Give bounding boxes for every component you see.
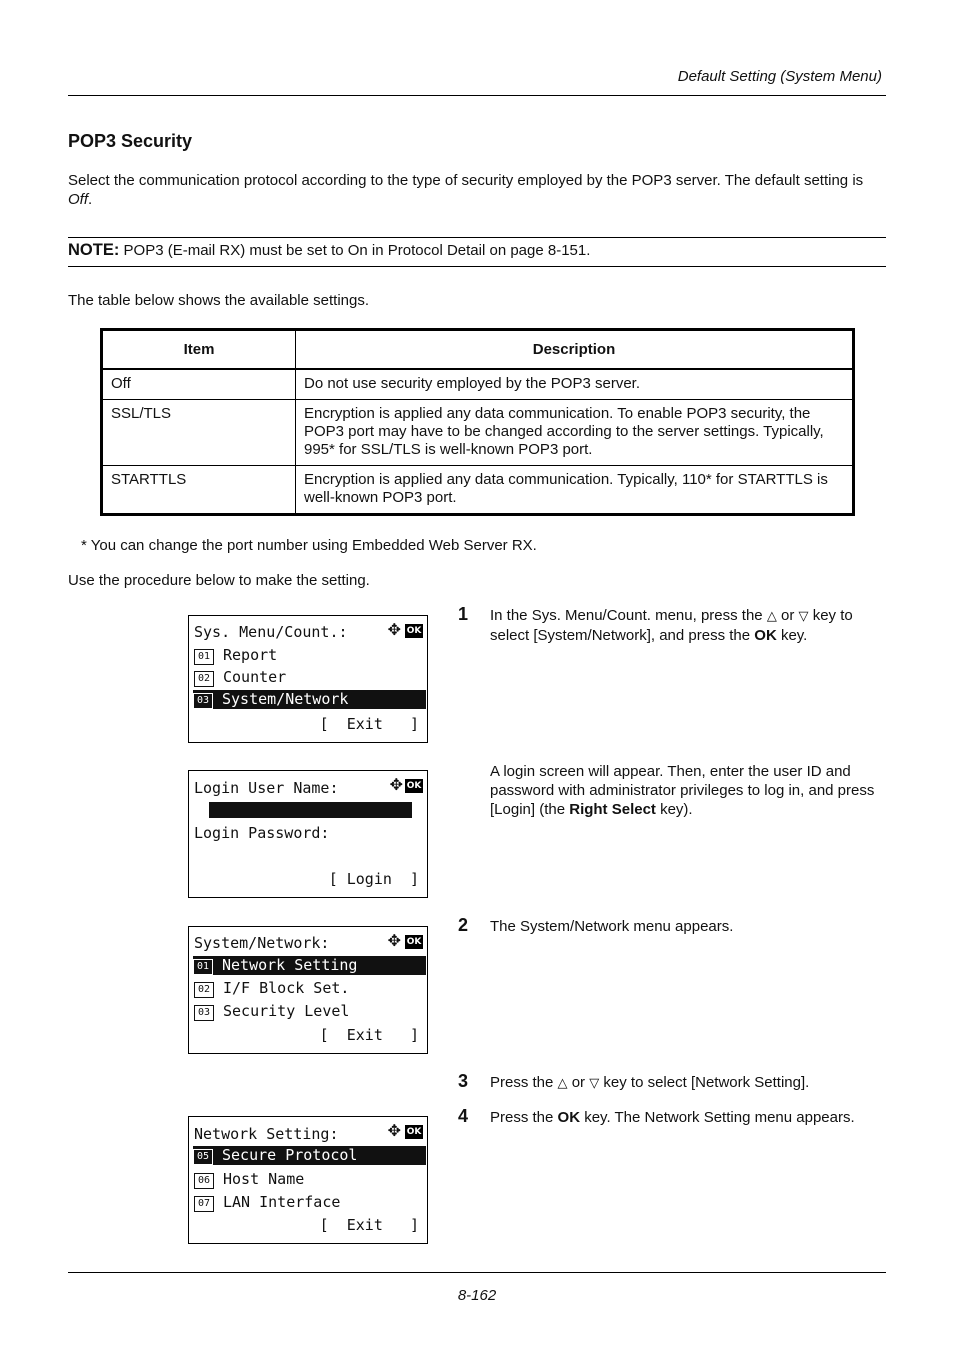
running-header: Default Setting (System Menu)	[677, 68, 882, 85]
step-number: 3	[458, 1071, 469, 1091]
note-bottom-rule	[68, 266, 886, 267]
note-label: NOTE:	[68, 241, 120, 259]
up-triangle-icon: △	[557, 1076, 568, 1091]
settings-table	[100, 328, 855, 516]
lcd-title: Sys. Menu/Count.:	[194, 623, 348, 641]
lcd-sys-menu	[188, 615, 428, 743]
lcd-system-network	[188, 926, 428, 1054]
menu-item: 07 LAN Interface	[194, 1193, 340, 1212]
exit-softkey: [ Exit ]	[319, 1026, 419, 1044]
ok-key-icon: OK	[406, 781, 422, 791]
down-triangle-icon: ▽	[798, 609, 809, 624]
login-user-input	[209, 802, 412, 818]
menu-item: 01 Report	[194, 646, 277, 665]
step-2-text: The System/Network menu appears.	[490, 918, 734, 935]
intro-paragraph: Select the communication protocol according to the type of security employed by the POP3 server. The default setting is Off.	[68, 172, 864, 208]
header-rule	[68, 95, 886, 96]
step-number: 4	[458, 1106, 469, 1126]
page-number: 8-162	[457, 1287, 497, 1304]
default-value: Off	[68, 191, 89, 208]
up-triangle-icon: △	[766, 609, 777, 624]
exit-softkey: [ Exit ]	[319, 1216, 419, 1234]
step-number: 2	[458, 915, 469, 935]
note-top-rule	[68, 237, 886, 238]
row-item: STARTTLS	[102, 466, 296, 515]
right-select-key-label: Right Select	[569, 801, 656, 818]
cross-key-icon: ✥	[387, 931, 401, 950]
exit-softkey: [ Exit ]	[319, 715, 419, 733]
table-header-row	[102, 330, 854, 370]
column-header-description: Description	[296, 330, 854, 370]
step-number: 1	[458, 604, 469, 624]
row-description: Encryption is applied any data communication. To enable POP3 security, the POP3 port may have to be changed according to the server settings. Typically, 995* for SSL/TLS is well-known POP3 port.	[296, 400, 854, 466]
note	[68, 241, 888, 260]
menu-item: 02 I/F Block Set.	[194, 979, 349, 998]
menu-item-selected: 03 System/Network	[193, 690, 426, 709]
table-row	[102, 466, 854, 515]
column-header-item: Item	[102, 330, 296, 370]
login-softkey: [ Login ]	[328, 870, 419, 888]
ok-key-label: OK	[557, 1109, 581, 1126]
row-description: Encryption is applied any data communication. Typically, 110* for STARTTLS is well-known POP3 port.	[296, 466, 854, 515]
section-heading: POP3 Security	[68, 131, 193, 151]
cross-key-icon: ✥	[387, 620, 401, 639]
menu-item-selected: 05 Secure Protocol	[193, 1146, 426, 1165]
down-triangle-icon: ▽	[589, 1076, 600, 1091]
menu-item: 06 Host Name	[194, 1170, 304, 1189]
procedure-intro: Use the procedure below to make the setting.	[68, 572, 370, 589]
row-item: SSL/TLS	[102, 400, 296, 466]
table-row	[102, 369, 854, 400]
ok-key-icon: OK	[406, 1127, 422, 1137]
row-item: Off	[102, 369, 296, 400]
cross-key-icon: ✥	[389, 775, 403, 794]
footnote: * You can change the port number using Embedded Web Server RX.	[81, 537, 537, 554]
step-3-text: Press the △ or ▽ key to select [Network Setting].	[490, 1074, 810, 1091]
ok-key-icon: OK	[406, 626, 422, 636]
table-row	[102, 400, 854, 466]
step-4-text: Press the OK key. The Network Setting menu appears.	[490, 1109, 855, 1126]
lcd-title: Network Setting:	[194, 1125, 339, 1143]
row-description: Do not use security employed by the POP3 server.	[296, 369, 854, 400]
menu-item: 02 Counter	[194, 668, 286, 687]
ok-key-icon: OK	[406, 937, 422, 947]
table-intro: The table below shows the available settings.	[68, 292, 370, 309]
cross-key-icon: ✥	[387, 1121, 401, 1140]
login-step-text: A login screen will appear. Then, enter the user ID and password with administrator privileges to log in, and press [Login] (the Right Select key).	[490, 763, 875, 818]
lcd-login	[188, 770, 428, 898]
note-text: POP3 (E-mail RX) must be set to On in Protocol Detail on page 8-151.	[123, 242, 591, 259]
step-1-text: In the Sys. Menu/Count. menu, press the △ or ▽ key to select [System/Network], and press the OK key.	[490, 607, 853, 644]
menu-item-selected: 01 Network Setting	[193, 956, 426, 975]
ok-key-label: OK	[754, 627, 777, 644]
menu-item: 03 Security Level	[194, 1002, 349, 1021]
login-password-label: Login Password:	[194, 824, 330, 842]
lcd-title: System/Network:	[194, 934, 330, 952]
lcd-network-setting	[188, 1116, 428, 1244]
footer-rule	[68, 1272, 886, 1273]
login-user-label: Login User Name:	[194, 779, 339, 797]
